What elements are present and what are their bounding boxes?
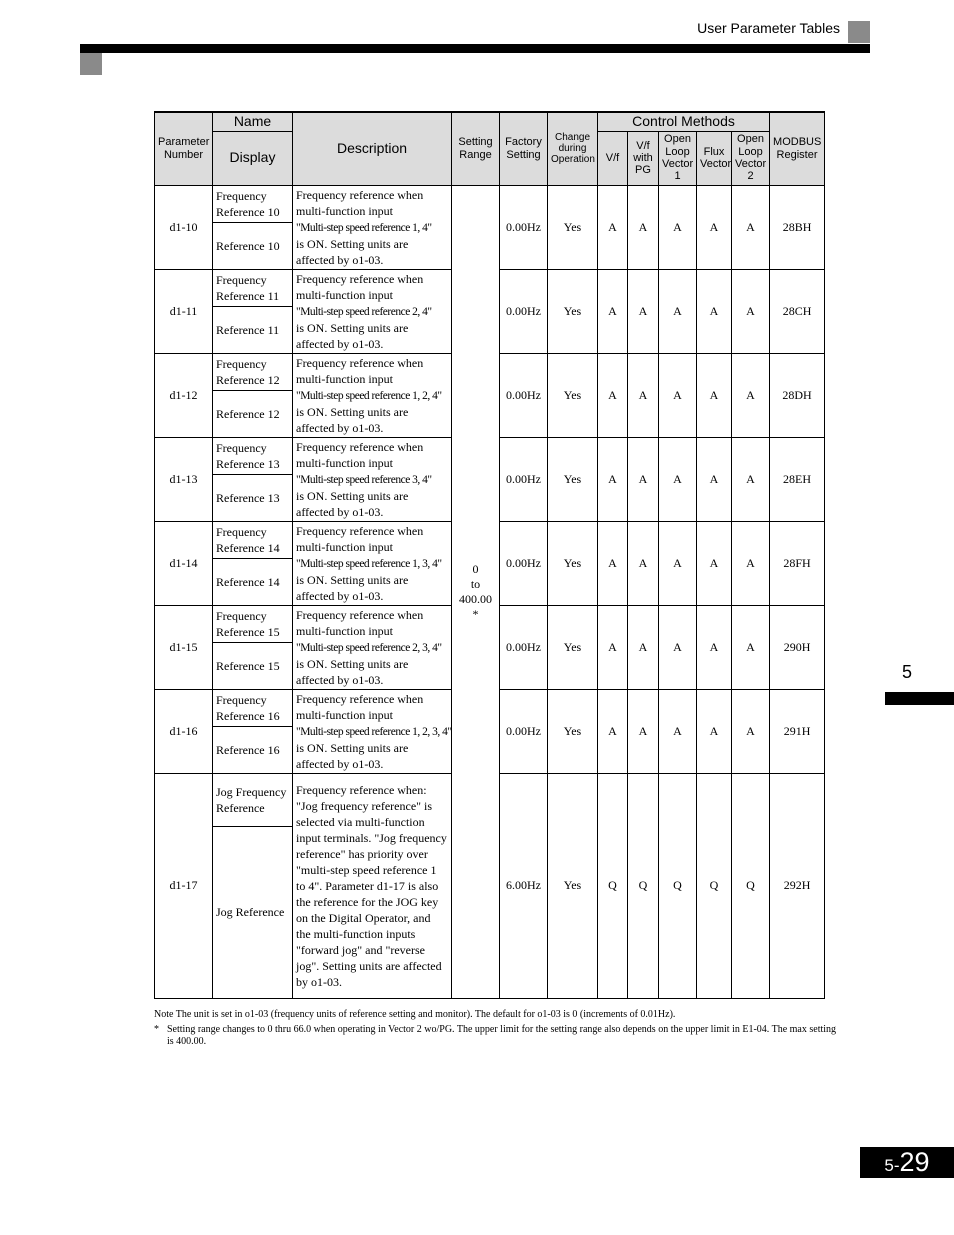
header-setting-range: Setting Range [452, 112, 500, 185]
control-vf: A [598, 353, 628, 437]
modbus-register: 28BH [770, 185, 825, 269]
parameter-description [293, 605, 452, 689]
parameter-name: Frequency Reference 13 [213, 437, 293, 474]
control-open-loop-vector-2: A [732, 185, 770, 269]
parameter-description: Frequency reference when: "Jog frequency reference" is selected via multi-function input terminals. "Jog frequency reference" has priority over "multi-step speed reference 1 to 4". Parameter d1-17 is also the reference for the JOG key on the Digital Operator, and the multi-function inputs "forward jog" and "reverse jog". Setting units are affected by o1-03. [293, 773, 452, 998]
header-change-during-operation: Change during Operation [548, 112, 598, 185]
change-during-operation: Yes [548, 269, 598, 353]
parameter-name: Frequency Reference 16 [213, 689, 293, 726]
control-open-loop-vector-1: A [659, 437, 697, 521]
control-vf-with-pg: Q [628, 773, 659, 998]
parameter-description [293, 353, 452, 437]
control-vf-with-pg: A [628, 353, 659, 437]
description-text: Frequency reference when multi-function input [296, 271, 424, 302]
header-marker [848, 21, 870, 43]
control-open-loop-vector-2: A [732, 269, 770, 353]
modbus-register: 291H [770, 689, 825, 773]
parameter-display: Reference 16 [213, 726, 293, 773]
description-text-continued: is ON. Setting units are affected by o1-03. [296, 488, 409, 519]
control-flux-vector: A [697, 185, 732, 269]
control-open-loop-vector-1: A [659, 605, 697, 689]
modbus-register: 292H [770, 773, 825, 998]
description-text: Frequency reference when multi-function input [296, 691, 424, 722]
header-vf-with-pg: V/f with PG [628, 131, 659, 185]
control-open-loop-vector-2: A [732, 353, 770, 437]
header-factory-setting: Factory Setting [500, 112, 548, 185]
parameter-number: d1-14 [155, 521, 213, 605]
header-display: Display [213, 131, 293, 185]
parameter-number: d1-15 [155, 605, 213, 689]
control-vf-with-pg: A [628, 521, 659, 605]
header-flux-vector: Flux Vector [697, 131, 732, 185]
description-text-continued: is ON. Setting units are affected by o1-03. [296, 320, 409, 351]
control-flux-vector: A [697, 353, 732, 437]
description-text-continued: is ON. Setting units are affected by o1-03. [296, 236, 409, 267]
parameter-display: Reference 12 [213, 390, 293, 437]
control-open-loop-vector-1: Q [659, 773, 697, 998]
control-vf: Q [598, 773, 628, 998]
setting-range [452, 185, 500, 998]
footnote-marker: * [154, 1024, 159, 1035]
change-during-operation: Yes [548, 689, 598, 773]
description-condition: "Multi-step speed reference 1, 2, 3, 4" [296, 725, 452, 738]
page-number-main: 29 [899, 1147, 930, 1177]
control-vf-with-pg: A [628, 269, 659, 353]
control-flux-vector: A [697, 269, 732, 353]
factory-setting: 0.00Hz [500, 269, 548, 353]
footnote [154, 1024, 844, 1048]
change-during-operation: Yes [548, 521, 598, 605]
control-vf: A [598, 521, 628, 605]
parameter-description [293, 689, 452, 773]
table-row [155, 185, 825, 222]
control-open-loop-vector-1: A [659, 269, 697, 353]
description-text: Frequency reference when multi-function input [296, 355, 424, 386]
change-during-operation: Yes [548, 773, 598, 998]
header-corner-marker [80, 53, 102, 75]
modbus-register: 290H [770, 605, 825, 689]
description-text-continued: is ON. Setting units are affected by o1-03. [296, 656, 409, 687]
parameter-description [293, 437, 452, 521]
header-open-loop-vector-2: Open Loop Vector 2 [732, 131, 770, 185]
control-vf-with-pg: A [628, 437, 659, 521]
control-flux-vector: A [697, 689, 732, 773]
description-condition: "Multi-step speed reference 1, 2, 4" [296, 389, 442, 402]
setting-range-footnote-marker: * [472, 606, 479, 621]
control-vf: A [598, 605, 628, 689]
control-open-loop-vector-2: A [732, 437, 770, 521]
parameter-number: d1-13 [155, 437, 213, 521]
control-flux-vector: A [697, 437, 732, 521]
parameter-description [293, 185, 452, 269]
parameter-number: d1-12 [155, 353, 213, 437]
parameter-number: d1-11 [155, 269, 213, 353]
parameter-display: Jog Reference [213, 826, 293, 998]
description-text: Frequency reference when multi-function input [296, 523, 424, 554]
control-open-loop-vector-1: A [659, 521, 697, 605]
footnote-text: Setting range changes to 0 thru 66.0 when operating in Vector 2 wo/PG. The upper limit for the setting range also depends on the upper limit in E1-04. The max setting is 400.00. [167, 1024, 837, 1047]
parameter-name: Frequency Reference 11 [213, 269, 293, 306]
factory-setting: 0.00Hz [500, 185, 548, 269]
parameter-display: Reference 13 [213, 474, 293, 521]
factory-setting: 0.00Hz [500, 353, 548, 437]
header-vf: V/f [598, 131, 628, 185]
parameter-name: Jog Frequency Reference [213, 773, 293, 826]
description-condition: "Multi-step speed reference 2, 4" [296, 305, 432, 318]
parameter-name: Frequency Reference 14 [213, 521, 293, 558]
control-open-loop-vector-1: A [659, 353, 697, 437]
section-tab-number: 5 [901, 662, 912, 682]
modbus-register: 28EH [770, 437, 825, 521]
parameter-description [293, 521, 452, 605]
control-open-loop-vector-2: A [732, 521, 770, 605]
parameter-number: d1-17 [155, 773, 213, 998]
modbus-register: 28FH [770, 521, 825, 605]
factory-setting: 0.00Hz [500, 437, 548, 521]
control-flux-vector: A [697, 605, 732, 689]
parameter-display: Reference 10 [213, 222, 293, 269]
parameter-name: Frequency Reference 10 [213, 185, 293, 222]
factory-setting: 6.00Hz [500, 773, 548, 998]
change-during-operation: Yes [548, 437, 598, 521]
control-flux-vector: A [697, 521, 732, 605]
header-name: Name [213, 112, 293, 131]
header-rule [80, 44, 870, 53]
change-during-operation: Yes [548, 353, 598, 437]
change-during-operation: Yes [548, 185, 598, 269]
parameter-name: Frequency Reference 15 [213, 605, 293, 642]
control-open-loop-vector-1: A [659, 185, 697, 269]
parameter-display: Reference 15 [213, 642, 293, 689]
description-text: Frequency reference when multi-function input [296, 187, 424, 218]
control-open-loop-vector-2: Q [732, 773, 770, 998]
header-open-loop-vector-1: Open Loop Vector 1 [659, 131, 697, 185]
change-during-operation: Yes [548, 605, 598, 689]
section-tab-bar [885, 692, 954, 705]
control-flux-vector: Q [697, 773, 732, 998]
parameter-display: Reference 11 [213, 306, 293, 353]
page-number-prefix: 5- [884, 1156, 900, 1175]
control-open-loop-vector-1: A [659, 689, 697, 773]
header-parameter-number: Parameter Number [155, 112, 213, 185]
description-condition: "Multi-step speed reference 3, 4" [296, 473, 432, 486]
header-control-methods: Control Methods [598, 112, 770, 131]
factory-setting: 0.00Hz [500, 605, 548, 689]
parameter-number: d1-10 [155, 185, 213, 269]
parameter-number: d1-16 [155, 689, 213, 773]
header-title: User Parameter Tables [697, 20, 840, 36]
description-text-continued: is ON. Setting units are affected by o1-03. [296, 740, 409, 771]
description-text-continued: is ON. Setting units are affected by o1-03. [296, 572, 409, 603]
setting-range-min: 0 [472, 561, 479, 576]
parameter-display: Reference 14 [213, 558, 293, 605]
control-open-loop-vector-2: A [732, 689, 770, 773]
description-text: Frequency reference when multi-function input [296, 607, 424, 638]
control-vf-with-pg: A [628, 185, 659, 269]
description-condition: "Multi-step speed reference 1, 4" [296, 221, 432, 234]
factory-setting: 0.00Hz [500, 689, 548, 773]
parameter-name: Frequency Reference 12 [213, 353, 293, 390]
parameter-table [154, 111, 825, 999]
control-vf: A [598, 689, 628, 773]
control-vf: A [598, 437, 628, 521]
factory-setting: 0.00Hz [500, 521, 548, 605]
page-number [860, 1147, 954, 1178]
setting-range-to: to [470, 576, 481, 591]
header-description: Description [293, 112, 452, 185]
setting-range-max: 400.00 [459, 591, 492, 606]
control-vf-with-pg: A [628, 605, 659, 689]
control-vf: A [598, 185, 628, 269]
description-text-continued: is ON. Setting units are affected by o1-03. [296, 404, 409, 435]
control-vf-with-pg: A [628, 689, 659, 773]
modbus-register: 28DH [770, 353, 825, 437]
table-note: Note The unit is set in o1-03 (frequency units of reference setting and monitor). The default for o1-03 is 0 (increments of 0.01Hz). [154, 1009, 676, 1020]
description-condition: "Multi-step speed reference 1, 3, 4" [296, 557, 442, 570]
description-text: Frequency reference when multi-function input [296, 439, 424, 470]
description-condition: "Multi-step speed reference 2, 3, 4" [296, 641, 442, 654]
header-modbus-register: MODBUS Register [770, 112, 825, 185]
modbus-register: 28CH [770, 269, 825, 353]
control-open-loop-vector-2: A [732, 605, 770, 689]
parameter-description [293, 269, 452, 353]
control-vf: A [598, 269, 628, 353]
